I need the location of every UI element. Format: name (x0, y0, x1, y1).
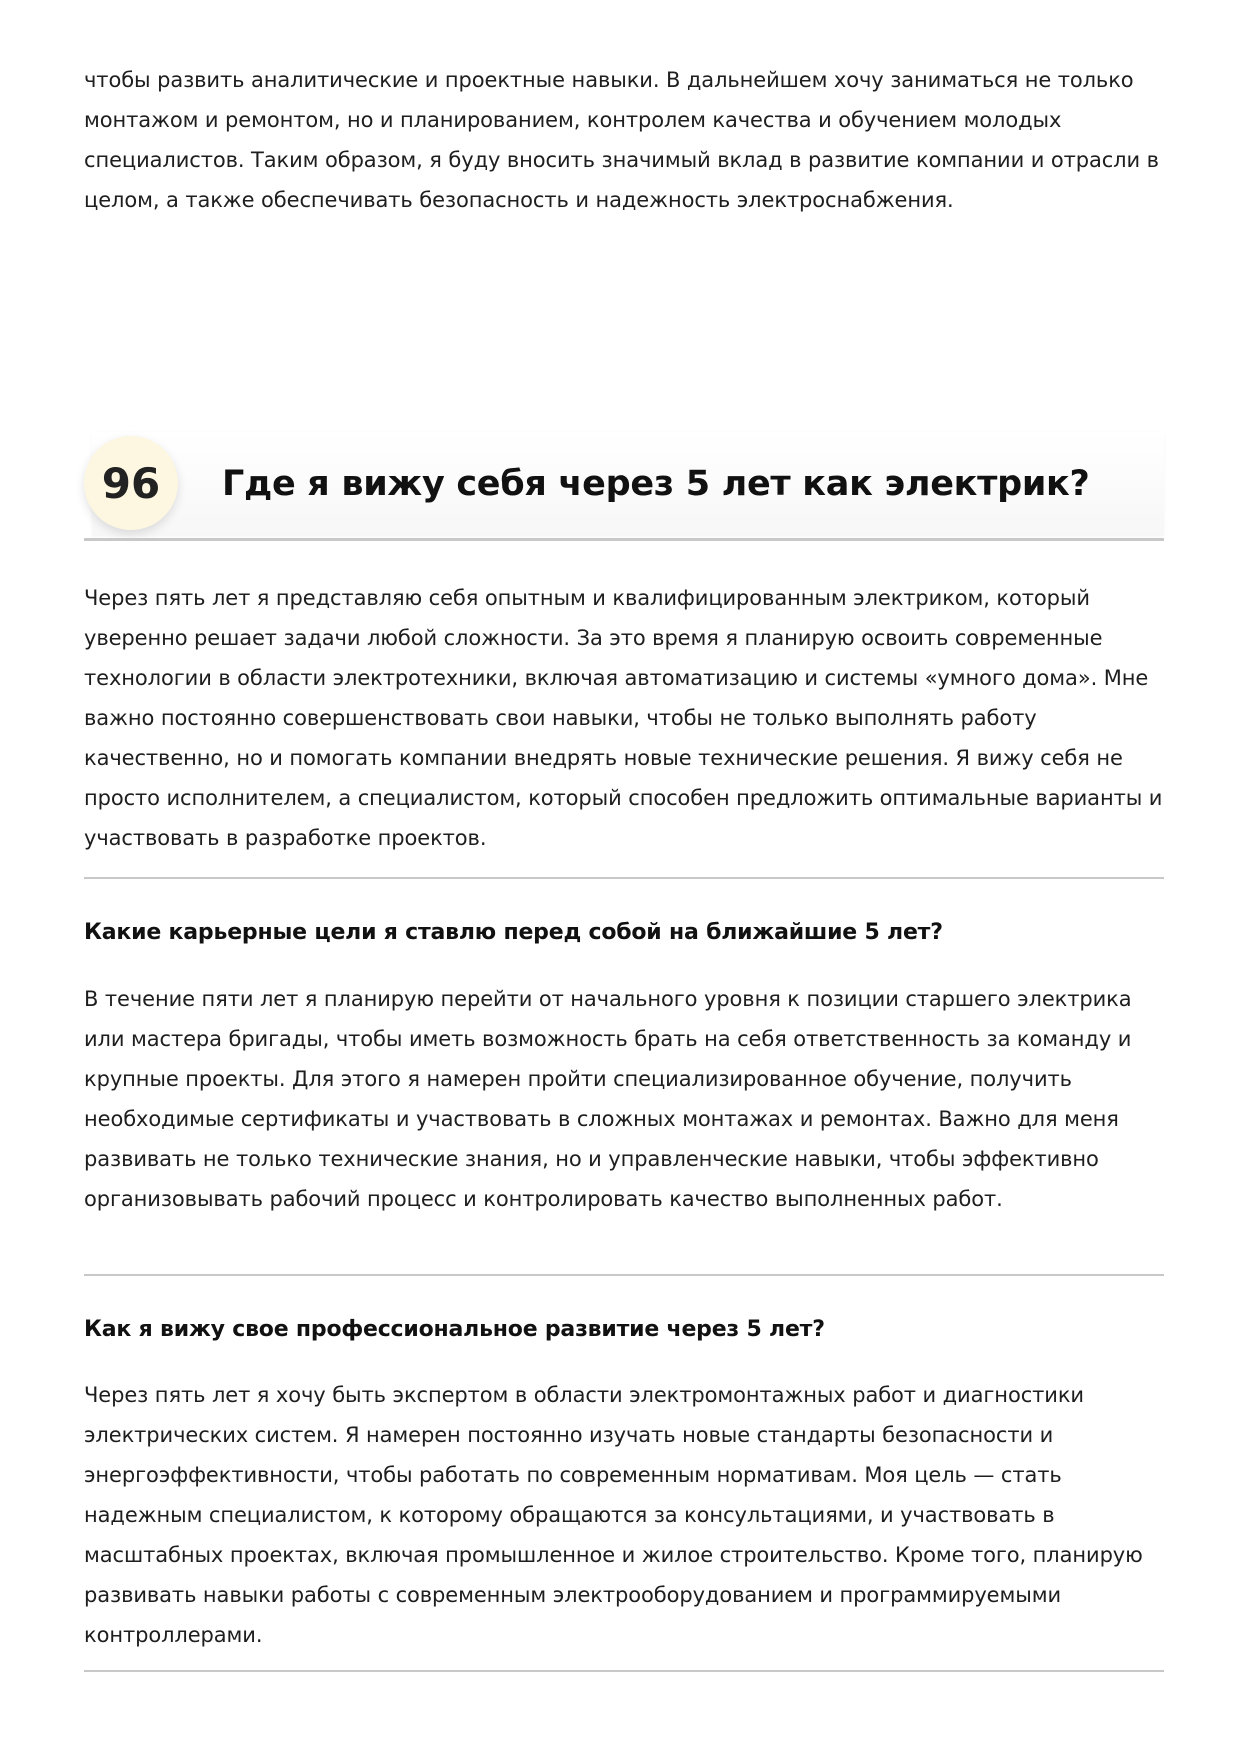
divider (84, 1274, 1164, 1276)
section-header (84, 432, 1164, 540)
answer-paragraph: В течение пяти лет я планирую перейти от начального уровня к позиции старшего электрика или мастера бригады, чтобы иметь возможность брать на себя ответственность за команду и крупные проекты. Для этого я намерен пройти специализированное обучение, получить необходимые сертификаты и участвовать в сложных монтажах и ремонтах. Важно для меня развивать не только технические знания, но и управленческие навыки, чтобы эффективно организовывать рабочий процесс и контролировать качество выполненных работ. (84, 987, 1132, 1211)
question-heading: Как я вижу свое профессиональное развитие через 5 лет? (84, 1317, 825, 1342)
question-heading: Какие карьерные цели я ставлю перед собой на ближайшие 5 лет? (84, 920, 943, 945)
question-number-badge: 96 (84, 436, 178, 530)
intro-paragraph: чтобы развить аналитические и проектные навыки. В дальнейшем хочу заниматься не только монтажом и ремонтом, но и планированием, контролем качества и обучением молодых специалистов. Таким образом, я буду вносить значимый вклад в развитие компании и отрасли в целом, а также обеспечивать безопасность и надежность электроснабжения. (84, 68, 1159, 212)
header-divider (84, 538, 1164, 541)
divider (84, 877, 1164, 879)
section-title: Где я вижу себя через 5 лет как электрик? (222, 464, 1090, 504)
section-answer-paragraph: Через пять лет я представляю себя опытным и квалифицированным электриком, который уверенно решает задачи любой сложности. За это время я планирую освоить современные технологии в области электротехники, включая автоматизацию и системы «умного дома». Мне важно постоянно совершенствовать свои навыки, чтобы не только выполнять работу качественно, но и помогать компании внедрять новые технические решения. Я вижу себя не просто исполнителем, а специалистом, который способен предложить оптимальные варианты и участвовать в разработке проектов. (84, 586, 1163, 850)
answer-paragraph: Через пять лет я хочу быть экспертом в области электромонтажных работ и диагностики электрических систем. Я намерен постоянно изучать новые стандарты безопасности и энергоэффективности, чтобы работать по современным нормативам. Моя цель — стать надежным специалистом, к которому обращаются за консультациями, и участвовать в масштабных проектах, включая промышленное и жилое строительство. Кроме того, планирую развивать навыки работы с современным электрооборудованием и программируемыми контроллерами. (84, 1383, 1143, 1647)
divider (84, 1670, 1164, 1672)
